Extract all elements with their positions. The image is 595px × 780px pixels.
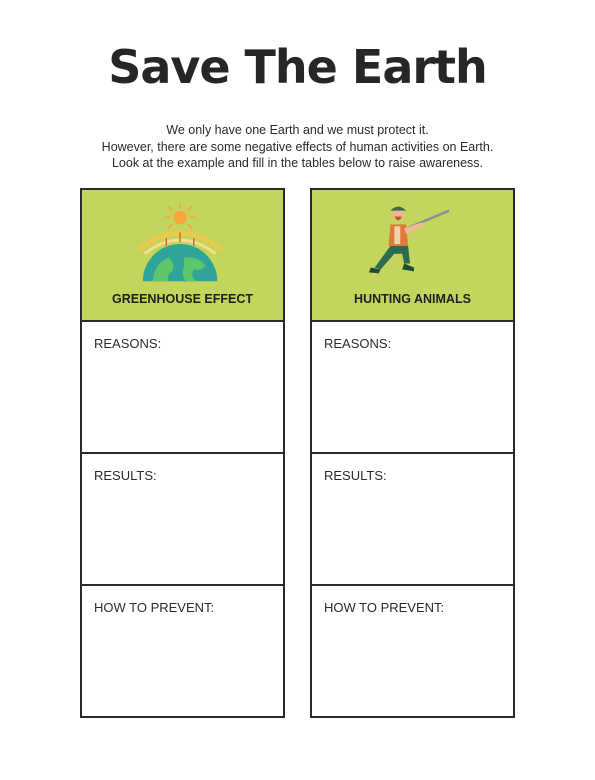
section-label: REASONS: [324,336,392,351]
section-label: RESULTS: [94,468,157,483]
section-label: HOW TO PREVENT: [94,600,215,615]
intro-line: However, there are some negative effects of human activities on Earth. [101,139,494,154]
intro-text [40,122,555,172]
reasons-section[interactable] [312,322,513,454]
card-heading: GREENHOUSE EFFECT [112,292,253,306]
card-header [82,190,283,322]
page-title: Save The Earth [108,40,487,94]
card-heading: HUNTING ANIMALS [354,292,471,306]
hunter-with-rifle-icon [312,198,513,284]
results-section[interactable] [82,454,283,586]
card-header [312,190,513,322]
greenhouse-earth-icon [82,198,283,284]
section-label: HOW TO PREVENT: [324,600,445,615]
hunting-animals-card [310,188,515,718]
how-to-prevent-section[interactable] [82,586,283,716]
reasons-section[interactable] [82,322,283,454]
results-section[interactable] [312,454,513,586]
intro-line: Look at the example and fill in the tables below to raise awareness. [111,156,484,170]
section-label: RESULTS: [324,468,387,483]
how-to-prevent-section[interactable] [312,586,513,716]
greenhouse-effect-card [80,188,285,718]
section-label: REASONS: [94,336,162,351]
intro-line: We only have one Earth and we must protect it. [166,123,429,137]
